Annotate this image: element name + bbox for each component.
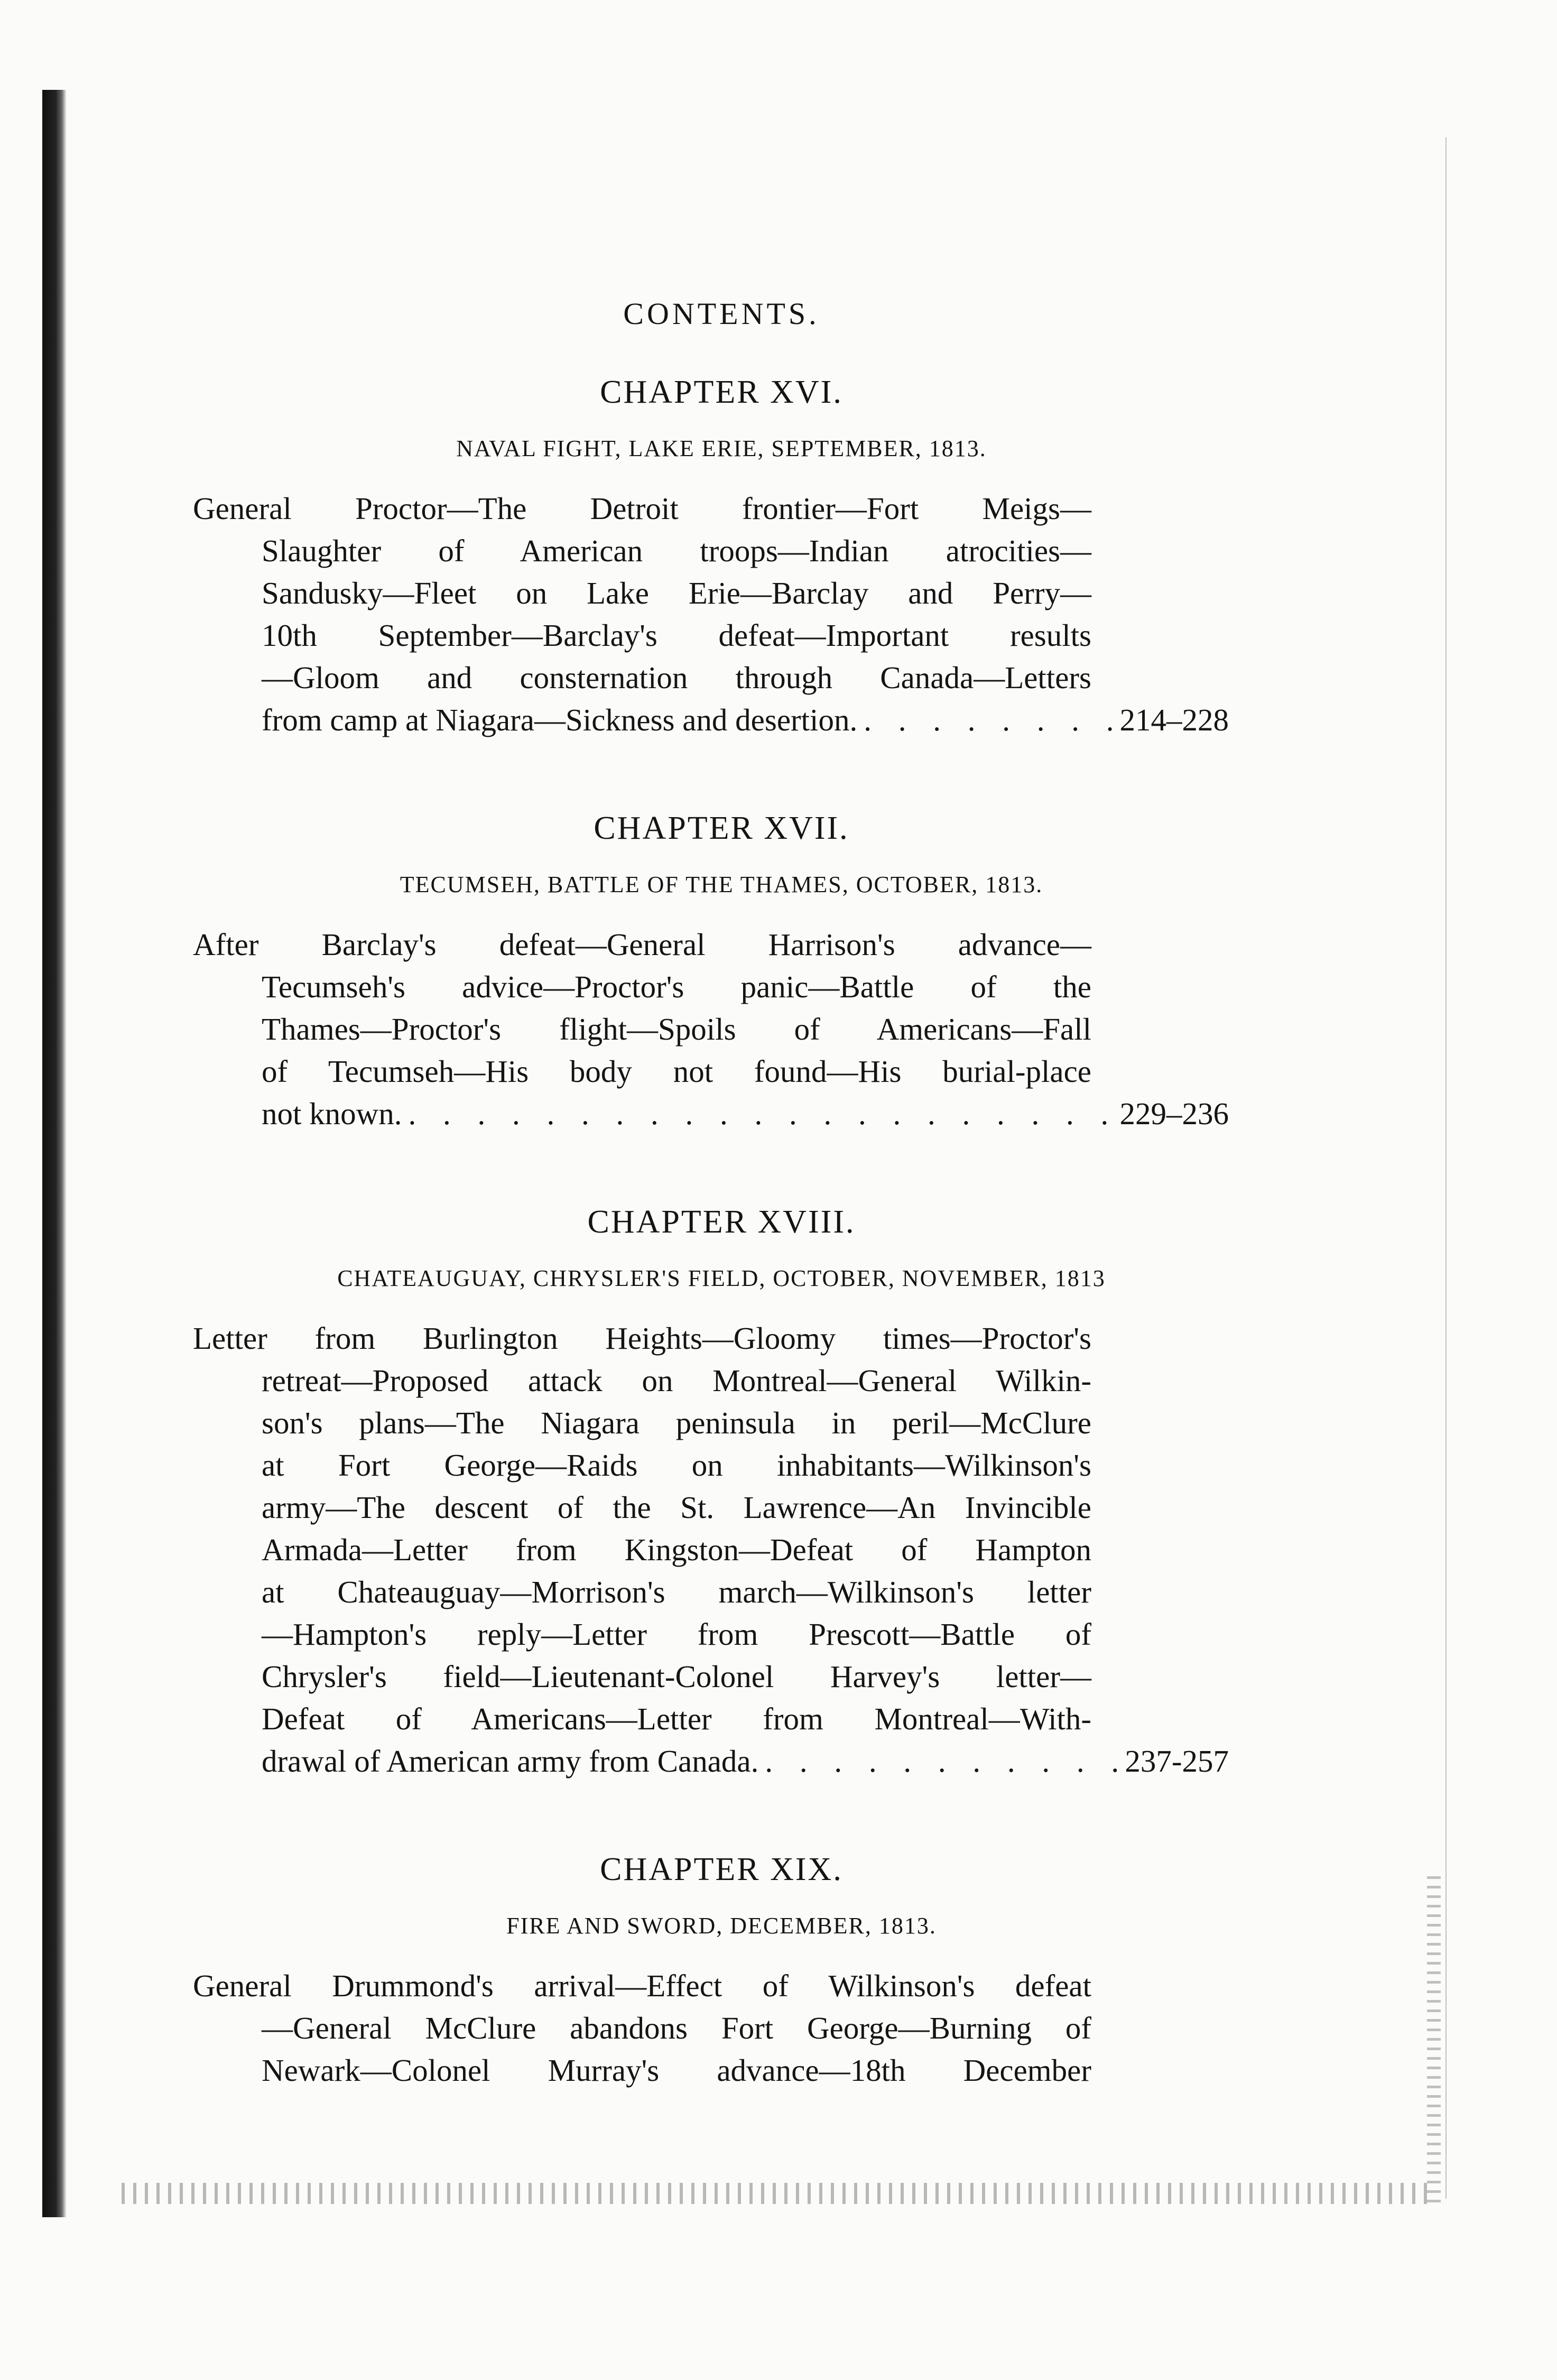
chapter-title: CHAPTER XIX. [600,1851,843,1887]
chapter-subtitle: FIRE AND SWORD, DECEMBER, 1813. [506,1913,937,1939]
page-edge-smudge [1427,1876,1441,2204]
chapter-subtitle: TECUMSEH, BATTLE OF THE THAMES, OCTOBER, 1813. [400,872,1043,897]
summary-line: son's plans—The Niagara peninsula in peril—McClure [262,1405,1091,1440]
page-range: 229–236 [1119,1096,1229,1131]
summary-line: Defeat of Americans—Letter from Montreal—With- [262,1701,1091,1736]
chapter-subtitle: NAVAL FIGHT, LAKE ERIE, SEPTEMBER, 1813. [456,436,987,461]
summary-last-line [193,1740,1229,1782]
chapter-subtitle: CHATEAUGUAY, CHRYSLER'S FIELD, OCTOBER, NOVEMBER, 1813 [337,1265,1106,1291]
book-spine-shadow [42,90,67,2217]
dot-leaders [409,1092,1114,1135]
summary-line: Slaughter of American troops—Indian atrocities— [262,533,1091,568]
summary-line: General Drummond's arrival—Effect of Wilkinson's defeat [193,1968,1091,2003]
chapter-17 [193,810,1250,1135]
summary-line: After Barclay's defeat—General Harrison's advance— [193,927,1091,962]
summary-line: at Fort George—Raids on inhabitants—Wilkinson's [262,1448,1091,1483]
chapter-summary [193,923,1250,1135]
summary-line: 10th September—Barclay's defeat—Important results [262,618,1091,653]
summary-line: at Chateauguay—Morrison's march—Wilkinson's letter [262,1575,1091,1609]
summary-line: from camp at Niagara—Sickness and desertion. [262,702,858,737]
summary-line: Thames—Proctor's flight—Spoils of Americans—Fall [262,1012,1091,1047]
chapter-title: CHAPTER XVII. [594,810,849,846]
summary-last-line [193,1092,1229,1135]
summary-line: Chrysler's field—Lieutenant-Colonel Harvey's letter— [262,1659,1091,1694]
summary-line: Sandusky—Fleet on Lake Erie—Barclay and Perry— [262,576,1091,610]
contents-page [193,296,1250,2160]
summary-line: of Tecumseh—His body not found—His burial-place [262,1054,1091,1089]
summary-line: —General McClure abandons Fort George—Burning of [262,2011,1091,2045]
summary-line: Tecumseh's advice—Proctor's panic—Battle of the [262,969,1091,1004]
page-range: 237-257 [1125,1744,1229,1779]
chapter-title: CHAPTER XVIII. [587,1204,856,1240]
summary-line: army—The descent of the St. Lawrence—An Invincible [262,1490,1091,1525]
chapter-18 [193,1203,1250,1782]
chapter-16 [193,374,1250,741]
summary-line: Newark—Colonel Murray's advance—18th December [262,2053,1091,2088]
chapter-19 [193,1851,1250,2091]
page-title: CONTENTS. [623,297,820,331]
summary-line: drawal of American army from Canada. [262,1744,759,1779]
summary-line: —Hampton's reply—Letter from Prescott—Battle of [262,1617,1091,1652]
summary-line: Armada—Letter from Kingston—Defeat of Hampton [262,1532,1091,1567]
chapter-title: CHAPTER XVI. [600,374,843,410]
bottom-edge-smudge [122,2183,1432,2204]
dot-leaders [864,699,1113,741]
chapter-summary [193,1965,1250,2091]
summary-last-line [193,699,1229,741]
summary-line: —Gloom and consternation through Canada—Letters [262,660,1091,695]
page-range: 214–228 [1119,702,1229,737]
summary-line: retreat—Proposed attack on Montreal—General Wilkin- [262,1363,1091,1398]
page-edge-line [1445,137,1447,2199]
summary-line: General Proctor—The Detroit frontier—Fort Meigs— [193,491,1091,526]
summary-line: Letter from Burlington Heights—Gloomy times—Proctor's [193,1321,1091,1356]
summary-line: not known. [262,1096,402,1131]
chapter-summary [193,487,1250,741]
chapter-summary [193,1317,1250,1782]
dot-leaders [765,1740,1118,1782]
